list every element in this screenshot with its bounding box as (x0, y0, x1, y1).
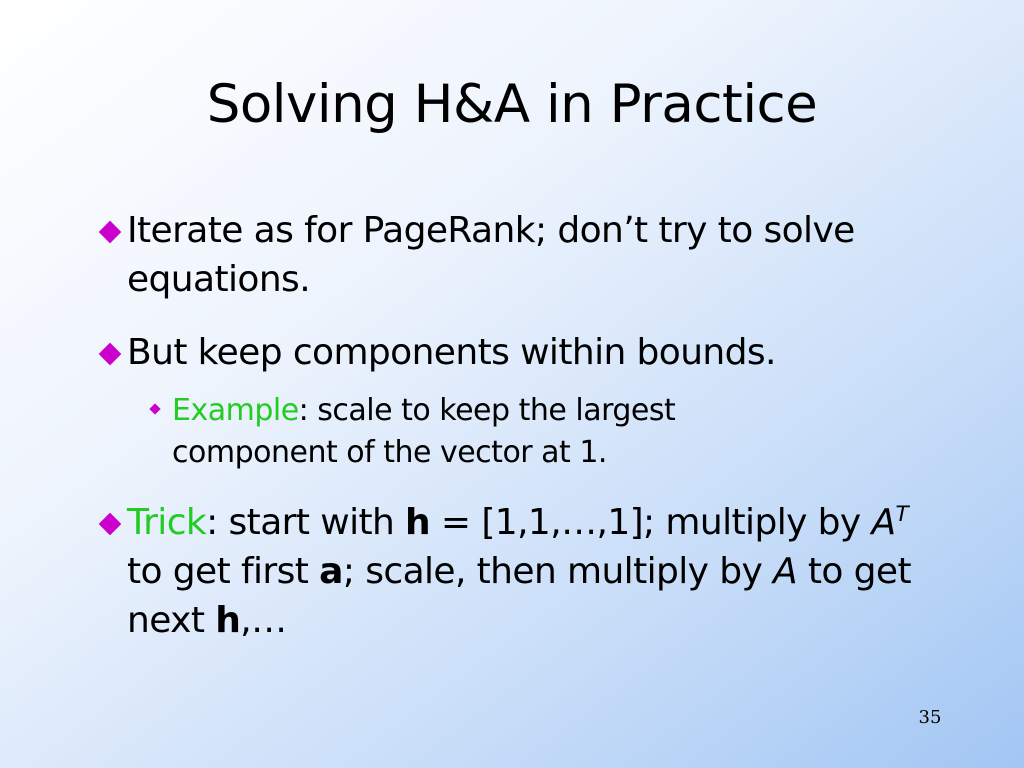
bullet-text (92, 498, 952, 645)
slide-title: Solving H&A in Practice (206, 74, 818, 135)
text-fragment: to get first (127, 551, 320, 592)
bullet-iterate (92, 206, 952, 304)
vector-a: a (319, 551, 343, 592)
sub-bullet-text (148, 390, 848, 474)
matrix-a: A (871, 502, 896, 543)
text-fragment: ; scale, then multiply by (342, 551, 774, 592)
bullet-text: Iterate as for PageRank; don’t try to solve equations. (127, 210, 855, 300)
highlight-trick: Trick (127, 502, 207, 543)
bullet-text: But keep components within bounds. (127, 332, 776, 373)
transpose-superscript: T (895, 502, 909, 527)
text-fragment: = [1,1,…,1]; multiply by (430, 502, 872, 543)
text-fragment: ,… (240, 600, 287, 641)
bullet-trick (92, 498, 952, 645)
sub-bullet-body: : scale to keep the largest component of the vector at 1. (172, 393, 676, 470)
matrix-a: A (773, 551, 798, 592)
sub-bullet-example (148, 390, 848, 474)
text-fragment: : start with (206, 502, 406, 543)
vector-h: h (405, 502, 431, 543)
vector-h: h (215, 600, 241, 641)
page-number: 35 (918, 707, 942, 728)
bullet-bounds (92, 328, 952, 377)
text-fragment: to get next (127, 551, 911, 641)
highlight-example: Example (172, 393, 299, 428)
